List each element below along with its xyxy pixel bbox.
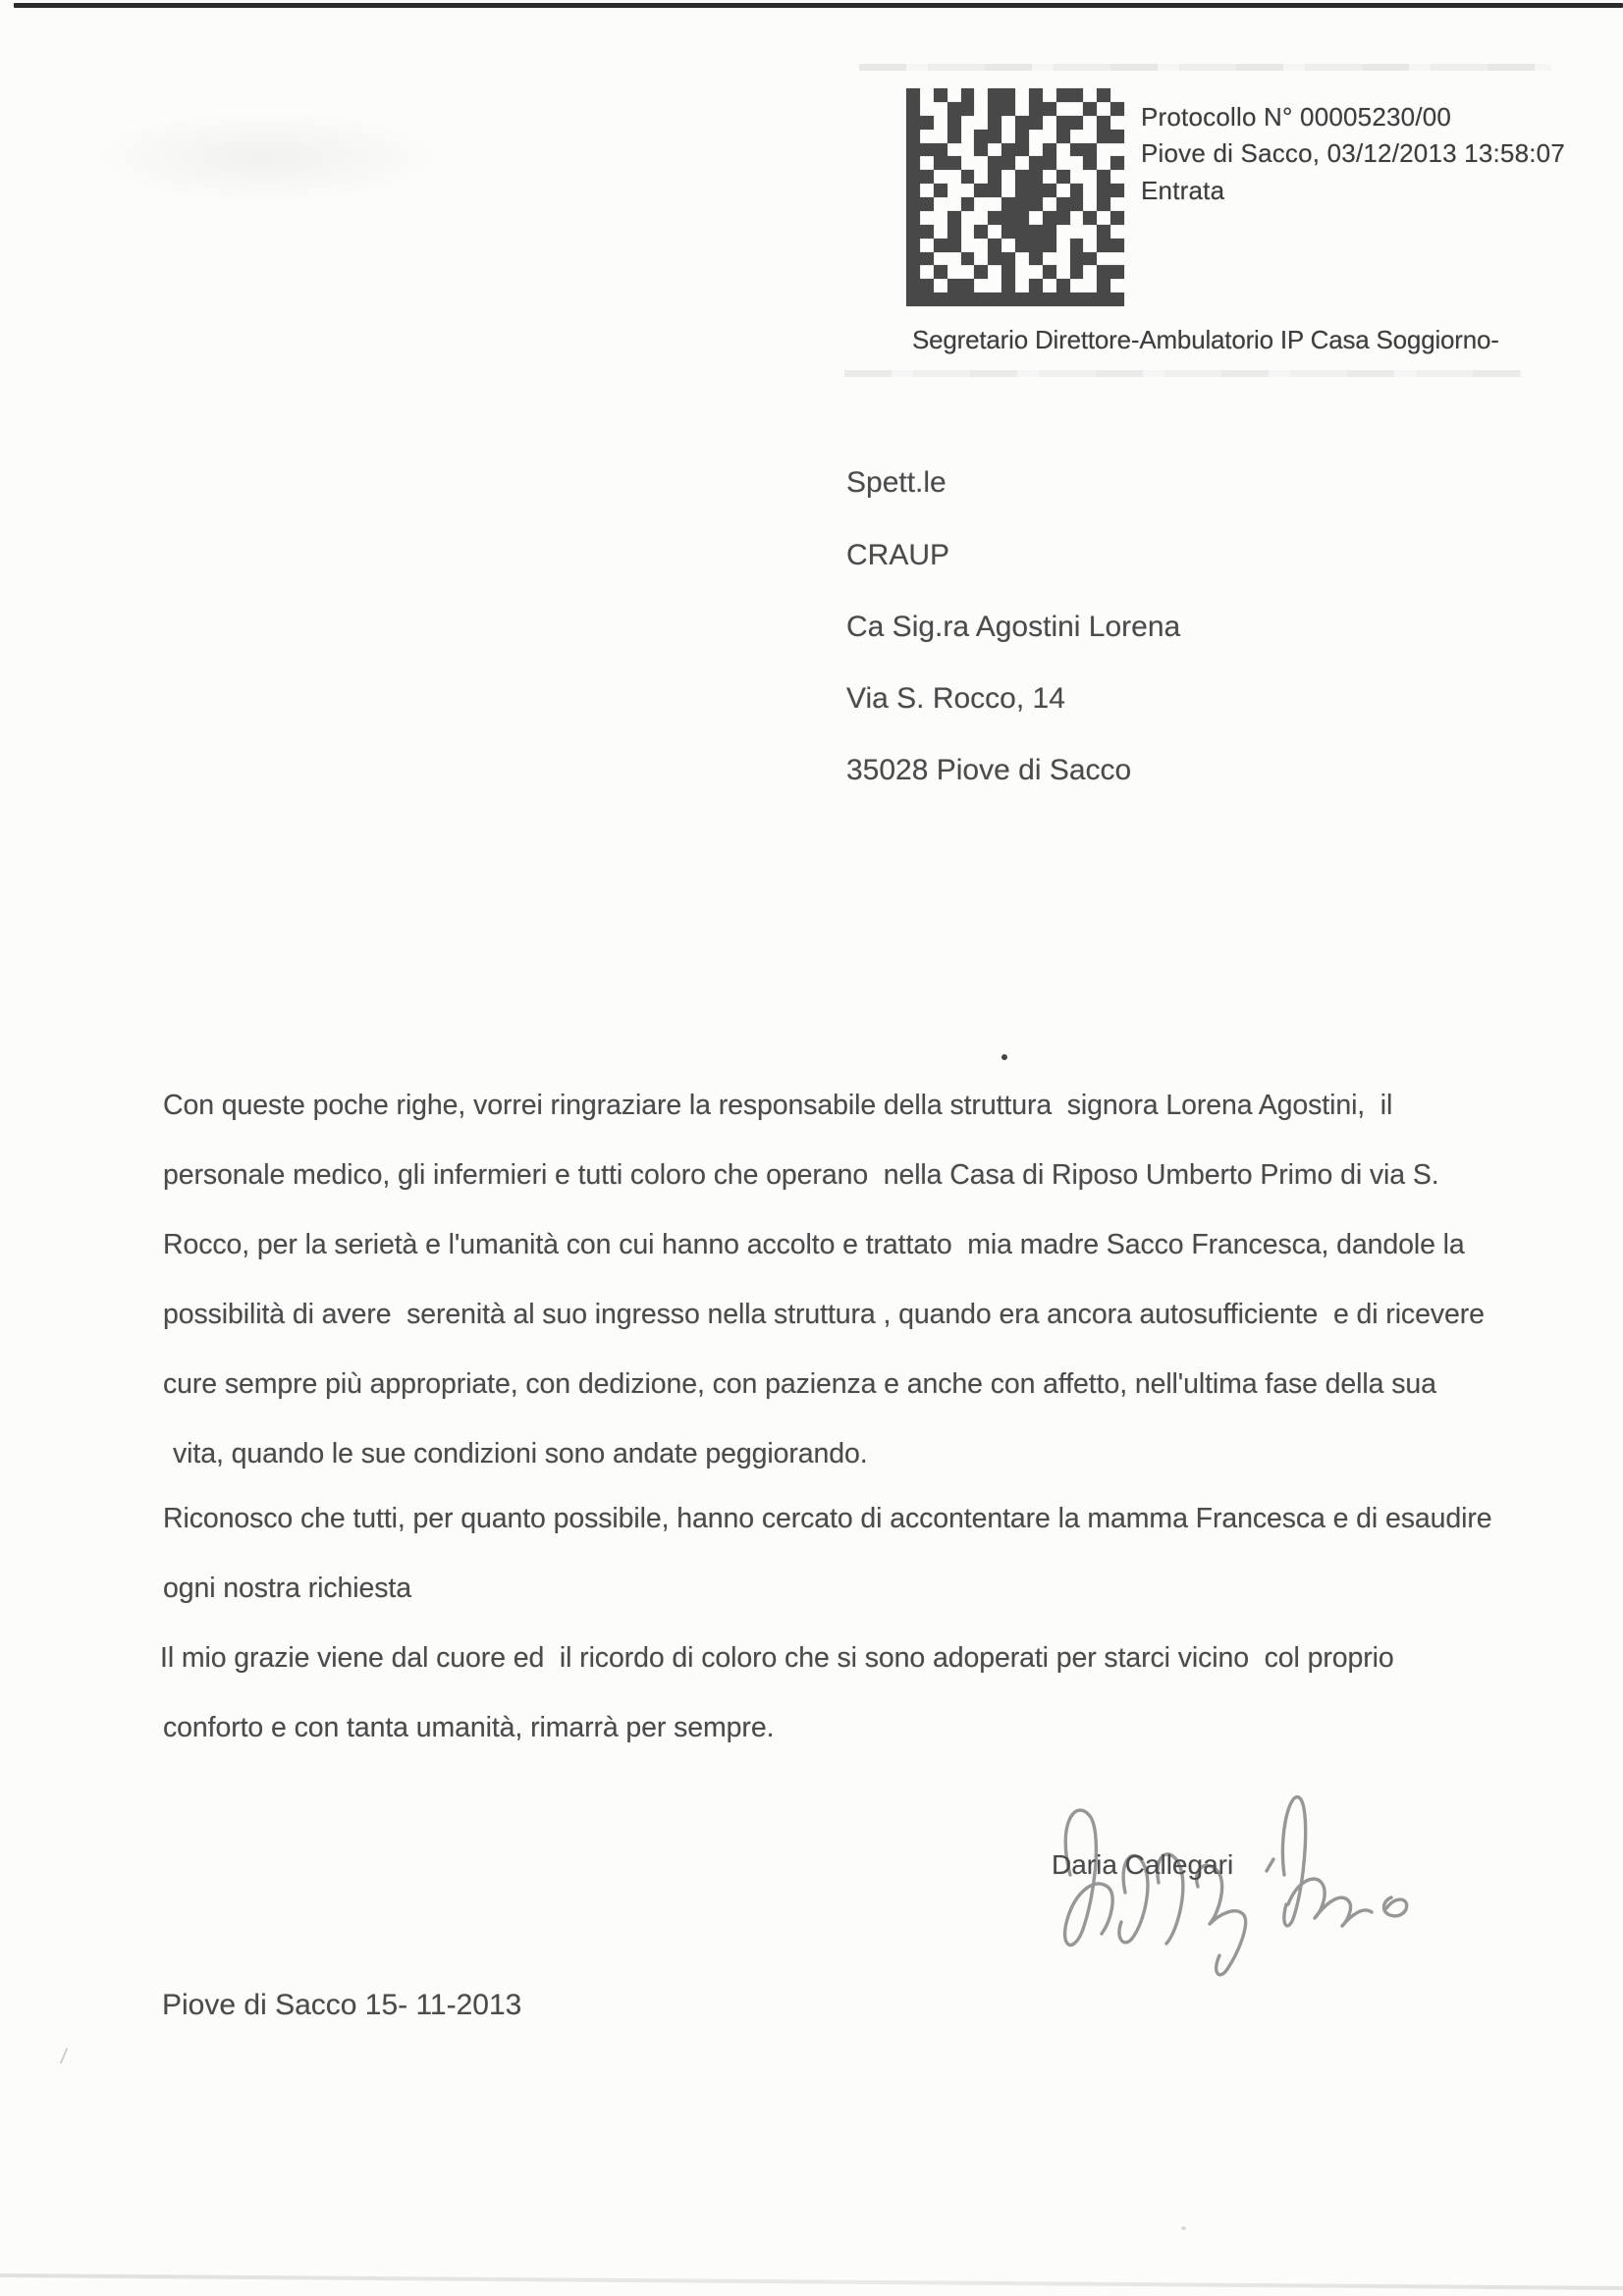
barcode-module xyxy=(1015,252,1029,266)
barcode-module xyxy=(988,211,1001,225)
barcode-module xyxy=(1070,102,1084,116)
barcode-module xyxy=(934,197,947,211)
barcode-module xyxy=(906,197,920,211)
barcode-module xyxy=(1001,184,1015,197)
barcode-module xyxy=(1110,279,1124,293)
barcode-module xyxy=(1001,116,1015,130)
barcode-module xyxy=(961,156,975,170)
barcode-module xyxy=(988,88,1001,102)
barcode-module xyxy=(961,225,975,239)
barcode-module xyxy=(1029,225,1043,239)
barcode-module xyxy=(920,184,934,197)
recipient-street: Via S. Rocco, 14 xyxy=(846,682,1065,715)
barcode-module xyxy=(947,143,961,157)
barcode-module xyxy=(1001,130,1015,143)
barcode-module xyxy=(1029,293,1043,306)
barcode-module xyxy=(1015,130,1029,143)
scan-edge-artifact-bottom xyxy=(0,2273,1623,2290)
barcode-module xyxy=(934,88,947,102)
barcode-module xyxy=(1001,239,1015,252)
barcode-module xyxy=(1070,130,1084,143)
barcode-module xyxy=(934,265,947,279)
barcode-module xyxy=(1029,116,1043,130)
barcode-module xyxy=(906,102,920,116)
barcode-module xyxy=(1070,211,1084,225)
barcode-module xyxy=(1110,143,1124,157)
barcode-module xyxy=(1056,225,1070,239)
barcode-module xyxy=(1070,239,1084,252)
barcode-module xyxy=(1070,156,1084,170)
barcode-module xyxy=(934,279,947,293)
barcode-module xyxy=(974,88,988,102)
barcode-module xyxy=(988,116,1001,130)
barcode-module xyxy=(1110,252,1124,266)
barcode-module xyxy=(1043,265,1056,279)
barcode-module xyxy=(947,279,961,293)
barcode-module xyxy=(906,116,920,130)
barcode-module xyxy=(1070,252,1084,266)
body-line: possibilità di avere serenità al suo ingresso nella struttura , quando era ancora autosufficiente e di ricevere xyxy=(163,1299,1485,1330)
barcode-module xyxy=(1083,239,1097,252)
barcode-module xyxy=(1097,197,1110,211)
barcode-module xyxy=(974,130,988,143)
barcode-module xyxy=(974,184,988,197)
barcode-module xyxy=(947,265,961,279)
body-line: conforto e con tanta umanità, rimarrà per sempre. xyxy=(163,1712,775,1743)
barcode-module xyxy=(1056,293,1070,306)
barcode-module xyxy=(1043,170,1056,184)
barcode-module xyxy=(920,279,934,293)
barcode-module xyxy=(1110,225,1124,239)
barcode-module xyxy=(1083,184,1097,197)
barcode-module xyxy=(961,279,975,293)
barcode-module xyxy=(1083,102,1097,116)
barcode-module xyxy=(974,156,988,170)
barcode-module xyxy=(961,239,975,252)
barcode-module xyxy=(961,143,975,157)
barcode-module xyxy=(1015,143,1029,157)
barcode-module xyxy=(974,265,988,279)
barcode-module xyxy=(1097,225,1110,239)
barcode-module xyxy=(1043,130,1056,143)
barcode-module xyxy=(1043,88,1056,102)
barcode-module xyxy=(934,252,947,266)
barcode-module xyxy=(1110,184,1124,197)
barcode-module xyxy=(920,130,934,143)
barcode-module xyxy=(1001,88,1015,102)
barcode-module xyxy=(988,293,1001,306)
barcode-module xyxy=(1001,293,1015,306)
barcode-module xyxy=(1110,211,1124,225)
barcode-module xyxy=(920,225,934,239)
barcode-module xyxy=(1083,197,1097,211)
barcode-module xyxy=(974,279,988,293)
barcode-module xyxy=(1097,239,1110,252)
barcode-module xyxy=(1029,130,1043,143)
barcode-module xyxy=(1056,156,1070,170)
barcode-module xyxy=(1015,265,1029,279)
barcode-module xyxy=(1029,88,1043,102)
barcode-module xyxy=(1001,143,1015,157)
barcode-module xyxy=(1043,184,1056,197)
barcode-module xyxy=(1083,88,1097,102)
barcode-module xyxy=(934,102,947,116)
barcode-module xyxy=(1056,184,1070,197)
barcode-module xyxy=(934,143,947,157)
barcode-module xyxy=(934,225,947,239)
stamp-office-caption: Segretario Direttore-Ambulatorio IP Casa Soggiorno- xyxy=(912,325,1499,354)
barcode-module xyxy=(1083,143,1097,157)
barcode-module xyxy=(988,156,1001,170)
barcode-module xyxy=(961,293,975,306)
barcode-module xyxy=(1001,225,1015,239)
barcode-module xyxy=(1043,279,1056,293)
barcode-module xyxy=(1056,252,1070,266)
barcode-module xyxy=(947,252,961,266)
barcode-module xyxy=(961,211,975,225)
barcode-module xyxy=(988,184,1001,197)
barcode-module xyxy=(934,293,947,306)
barcode-module xyxy=(1110,130,1124,143)
barcode-module xyxy=(1043,252,1056,266)
barcode-module xyxy=(947,239,961,252)
barcode-module xyxy=(1097,211,1110,225)
barcode-module xyxy=(1097,293,1110,306)
barcode-module xyxy=(947,225,961,239)
barcode-module xyxy=(920,197,934,211)
barcode-module xyxy=(1029,239,1043,252)
barcode-module xyxy=(1029,170,1043,184)
barcode-module xyxy=(1097,88,1110,102)
body-line: Con queste poche righe, vorrei ringraziare la responsabile della struttura signora Lorena Agostini, il xyxy=(163,1090,1393,1121)
barcode-module xyxy=(1083,265,1097,279)
barcode-module xyxy=(1083,130,1097,143)
barcode-module xyxy=(961,88,975,102)
barcode-module xyxy=(988,170,1001,184)
barcode-module xyxy=(1097,116,1110,130)
barcode-module xyxy=(1001,102,1015,116)
recipient-organization: CRAUP xyxy=(846,539,950,571)
barcode-module xyxy=(988,143,1001,157)
barcode-module xyxy=(1029,211,1043,225)
barcode-module xyxy=(947,184,961,197)
barcode-module xyxy=(1110,88,1124,102)
barcode-module xyxy=(1029,184,1043,197)
barcode-module xyxy=(1070,143,1084,157)
barcode-module xyxy=(961,265,975,279)
barcode-module xyxy=(906,170,920,184)
barcode-module xyxy=(934,239,947,252)
barcode-module xyxy=(1015,279,1029,293)
barcode-module xyxy=(1070,88,1084,102)
barcode-module xyxy=(920,116,934,130)
pen-slash-mark: / xyxy=(59,2043,69,2069)
barcode-module xyxy=(1083,116,1097,130)
barcode-module xyxy=(1110,239,1124,252)
barcode-module xyxy=(961,102,975,116)
barcode-module xyxy=(947,211,961,225)
barcode-module xyxy=(961,197,975,211)
barcode-module xyxy=(1110,170,1124,184)
barcode-module xyxy=(934,184,947,197)
barcode-module xyxy=(920,211,934,225)
barcode-module xyxy=(1097,252,1110,266)
barcode-module xyxy=(1110,156,1124,170)
barcode-module xyxy=(906,252,920,266)
barcode-module xyxy=(974,225,988,239)
barcode-module xyxy=(974,116,988,130)
barcode-module xyxy=(1110,197,1124,211)
barcode-module xyxy=(1043,211,1056,225)
barcode-module xyxy=(1015,293,1029,306)
barcode-module xyxy=(974,170,988,184)
barcode-module xyxy=(947,102,961,116)
scan-edge-artifact-top xyxy=(14,3,1623,8)
barcode-module xyxy=(1015,116,1029,130)
barcode-module xyxy=(1043,156,1056,170)
barcode-module xyxy=(988,279,1001,293)
barcode-module xyxy=(1056,116,1070,130)
barcode-module xyxy=(947,116,961,130)
barcode-module xyxy=(906,225,920,239)
barcode-module xyxy=(961,130,975,143)
barcode-module xyxy=(1043,293,1056,306)
barcode-module xyxy=(974,197,988,211)
barcode-module xyxy=(906,211,920,225)
barcode-module xyxy=(974,143,988,157)
barcode-module xyxy=(1070,197,1084,211)
barcode-module xyxy=(1110,116,1124,130)
barcode-module xyxy=(906,239,920,252)
barcode-module xyxy=(1070,170,1084,184)
barcode-module xyxy=(974,252,988,266)
barcode-module xyxy=(988,102,1001,116)
recipient-salutation: Spett.le xyxy=(846,466,947,499)
barcode-module xyxy=(920,239,934,252)
barcode-module xyxy=(1097,143,1110,157)
stray-ink-dot xyxy=(1001,1054,1007,1060)
barcode-module xyxy=(974,211,988,225)
barcode-module xyxy=(1056,279,1070,293)
barcode-module xyxy=(1043,102,1056,116)
barcode-module xyxy=(1083,279,1097,293)
body-line: cure sempre più appropriate, con dedizione, con pazienza e anche con affetto, nell'ultima fase della sua xyxy=(163,1368,1436,1400)
barcode-module xyxy=(934,211,947,225)
barcode-module xyxy=(934,130,947,143)
barcode-module xyxy=(1029,143,1043,157)
barcode-module xyxy=(1029,102,1043,116)
barcode-module xyxy=(1043,197,1056,211)
scan-smudge-artifact-upper xyxy=(859,64,1551,71)
barcode-module xyxy=(961,170,975,184)
barcode-module xyxy=(947,88,961,102)
barcode-module xyxy=(1056,197,1070,211)
barcode-module xyxy=(906,143,920,157)
barcode-module xyxy=(988,239,1001,252)
barcode-module xyxy=(906,88,920,102)
body-line: ogni nostra richiesta xyxy=(163,1573,411,1604)
barcode-module xyxy=(1001,211,1015,225)
barcode-module xyxy=(988,252,1001,266)
barcode-module xyxy=(906,156,920,170)
barcode-module xyxy=(1001,197,1015,211)
barcode-module xyxy=(1110,293,1124,306)
barcode-module xyxy=(1083,252,1097,266)
barcode-module xyxy=(934,156,947,170)
barcode-module xyxy=(920,293,934,306)
barcode-module xyxy=(1056,88,1070,102)
stamp-direction-label: Entrata xyxy=(1141,176,1225,205)
body-line: personale medico, gli infermieri e tutti coloro che operano nella Casa di Riposo Umberto Primo di via S. xyxy=(163,1159,1439,1191)
barcode-module xyxy=(947,156,961,170)
barcode-module xyxy=(1029,279,1043,293)
barcode-module xyxy=(1097,279,1110,293)
barcode-module xyxy=(1110,265,1124,279)
body-line: Rocco, per la serietà e l'umanità con cui hanno accolto e trattato mia madre Sacco Francesca, dandole la xyxy=(163,1229,1465,1260)
barcode-module xyxy=(1083,225,1097,239)
barcode-module xyxy=(1097,102,1110,116)
barcode-module xyxy=(1001,156,1015,170)
barcode-module xyxy=(1056,170,1070,184)
barcode-module xyxy=(1043,239,1056,252)
barcode-module xyxy=(920,265,934,279)
barcode-module xyxy=(906,184,920,197)
barcode-module xyxy=(1015,184,1029,197)
barcode-module xyxy=(1043,225,1056,239)
barcode-module xyxy=(1083,293,1097,306)
barcode-module xyxy=(1015,88,1029,102)
body-line: Il mio grazie viene dal cuore ed il ricordo di coloro che si sono adoperati per starci vicino col proprio xyxy=(160,1642,1394,1674)
barcode-module xyxy=(1056,102,1070,116)
barcode-module xyxy=(961,116,975,130)
barcode-module xyxy=(988,130,1001,143)
barcode-module xyxy=(1070,184,1084,197)
barcode-module xyxy=(974,102,988,116)
barcode-module xyxy=(988,225,1001,239)
barcode-module xyxy=(920,252,934,266)
scan-speck-artifact xyxy=(1181,2226,1186,2230)
barcode-module xyxy=(1015,211,1029,225)
barcode-module xyxy=(961,252,975,266)
barcode-module xyxy=(920,170,934,184)
datamatrix-barcode-icon xyxy=(906,88,1124,306)
barcode-module xyxy=(1029,265,1043,279)
barcode-module xyxy=(1015,156,1029,170)
barcode-module xyxy=(974,239,988,252)
barcode-module xyxy=(1015,170,1029,184)
place-date-line: Piove di Sacco 15- 11-2013 xyxy=(162,1989,522,2021)
barcode-module xyxy=(1056,143,1070,157)
barcode-module xyxy=(920,88,934,102)
barcode-module xyxy=(1001,170,1015,184)
scan-blotch-artifact xyxy=(93,113,437,201)
barcode-module xyxy=(1015,239,1029,252)
recipient-attention-name: Ca Sig.ra Agostini Lorena xyxy=(846,611,1181,643)
barcode-module xyxy=(1043,143,1056,157)
barcode-module xyxy=(1056,211,1070,225)
barcode-module xyxy=(1083,156,1097,170)
barcode-module xyxy=(947,170,961,184)
barcode-module xyxy=(920,156,934,170)
barcode-module xyxy=(1015,102,1029,116)
barcode-module xyxy=(947,197,961,211)
barcode-module xyxy=(906,293,920,306)
barcode-module xyxy=(1029,197,1043,211)
barcode-module xyxy=(1015,197,1029,211)
barcode-module xyxy=(1097,156,1110,170)
barcode-module xyxy=(1070,293,1084,306)
barcode-module xyxy=(1097,265,1110,279)
barcode-module xyxy=(1029,252,1043,266)
stamp-registration-datetime: Piove di Sacco, 03/12/2013 13:58:07 xyxy=(1141,138,1565,168)
body-line: Riconosco che tutti, per quanto possibile, hanno cercato di accontentare la mamma Francesca e di esaudire xyxy=(163,1503,1492,1534)
barcode-module xyxy=(947,293,961,306)
barcode-module xyxy=(1097,184,1110,197)
recipient-city: 35028 Piove di Sacco xyxy=(846,754,1132,786)
barcode-module xyxy=(1070,279,1084,293)
barcode-module xyxy=(961,184,975,197)
barcode-module xyxy=(1056,130,1070,143)
barcode-module xyxy=(1043,116,1056,130)
barcode-module xyxy=(1083,211,1097,225)
barcode-module xyxy=(1083,170,1097,184)
barcode-module xyxy=(906,265,920,279)
barcode-module xyxy=(988,265,1001,279)
barcode-module xyxy=(1001,252,1015,266)
barcode-module xyxy=(1070,265,1084,279)
barcode-module xyxy=(1001,265,1015,279)
barcode-module xyxy=(920,102,934,116)
barcode-module xyxy=(920,143,934,157)
barcode-module xyxy=(934,116,947,130)
barcode-module xyxy=(974,293,988,306)
barcode-module xyxy=(906,279,920,293)
barcode-module xyxy=(1110,102,1124,116)
barcode-module xyxy=(947,130,961,143)
barcode-module xyxy=(1070,116,1084,130)
barcode-module xyxy=(1015,225,1029,239)
barcode-module xyxy=(1097,130,1110,143)
barcode-module xyxy=(988,197,1001,211)
barcode-module xyxy=(1070,225,1084,239)
barcode-module xyxy=(1029,156,1043,170)
body-line: vita, quando le sue condizioni sono andate peggiorando. xyxy=(173,1438,868,1469)
barcode-module xyxy=(906,130,920,143)
barcode-module xyxy=(934,170,947,184)
barcode-module xyxy=(1097,170,1110,184)
stamp-protocol-number: Protocollo N° 00005230/00 xyxy=(1141,102,1452,132)
barcode-module xyxy=(1001,279,1015,293)
signer-printed-name: Daria Callegari xyxy=(1052,1849,1234,1880)
barcode-module xyxy=(1056,265,1070,279)
scan-smudge-artifact-lower xyxy=(844,370,1522,377)
barcode-module xyxy=(1056,239,1070,252)
